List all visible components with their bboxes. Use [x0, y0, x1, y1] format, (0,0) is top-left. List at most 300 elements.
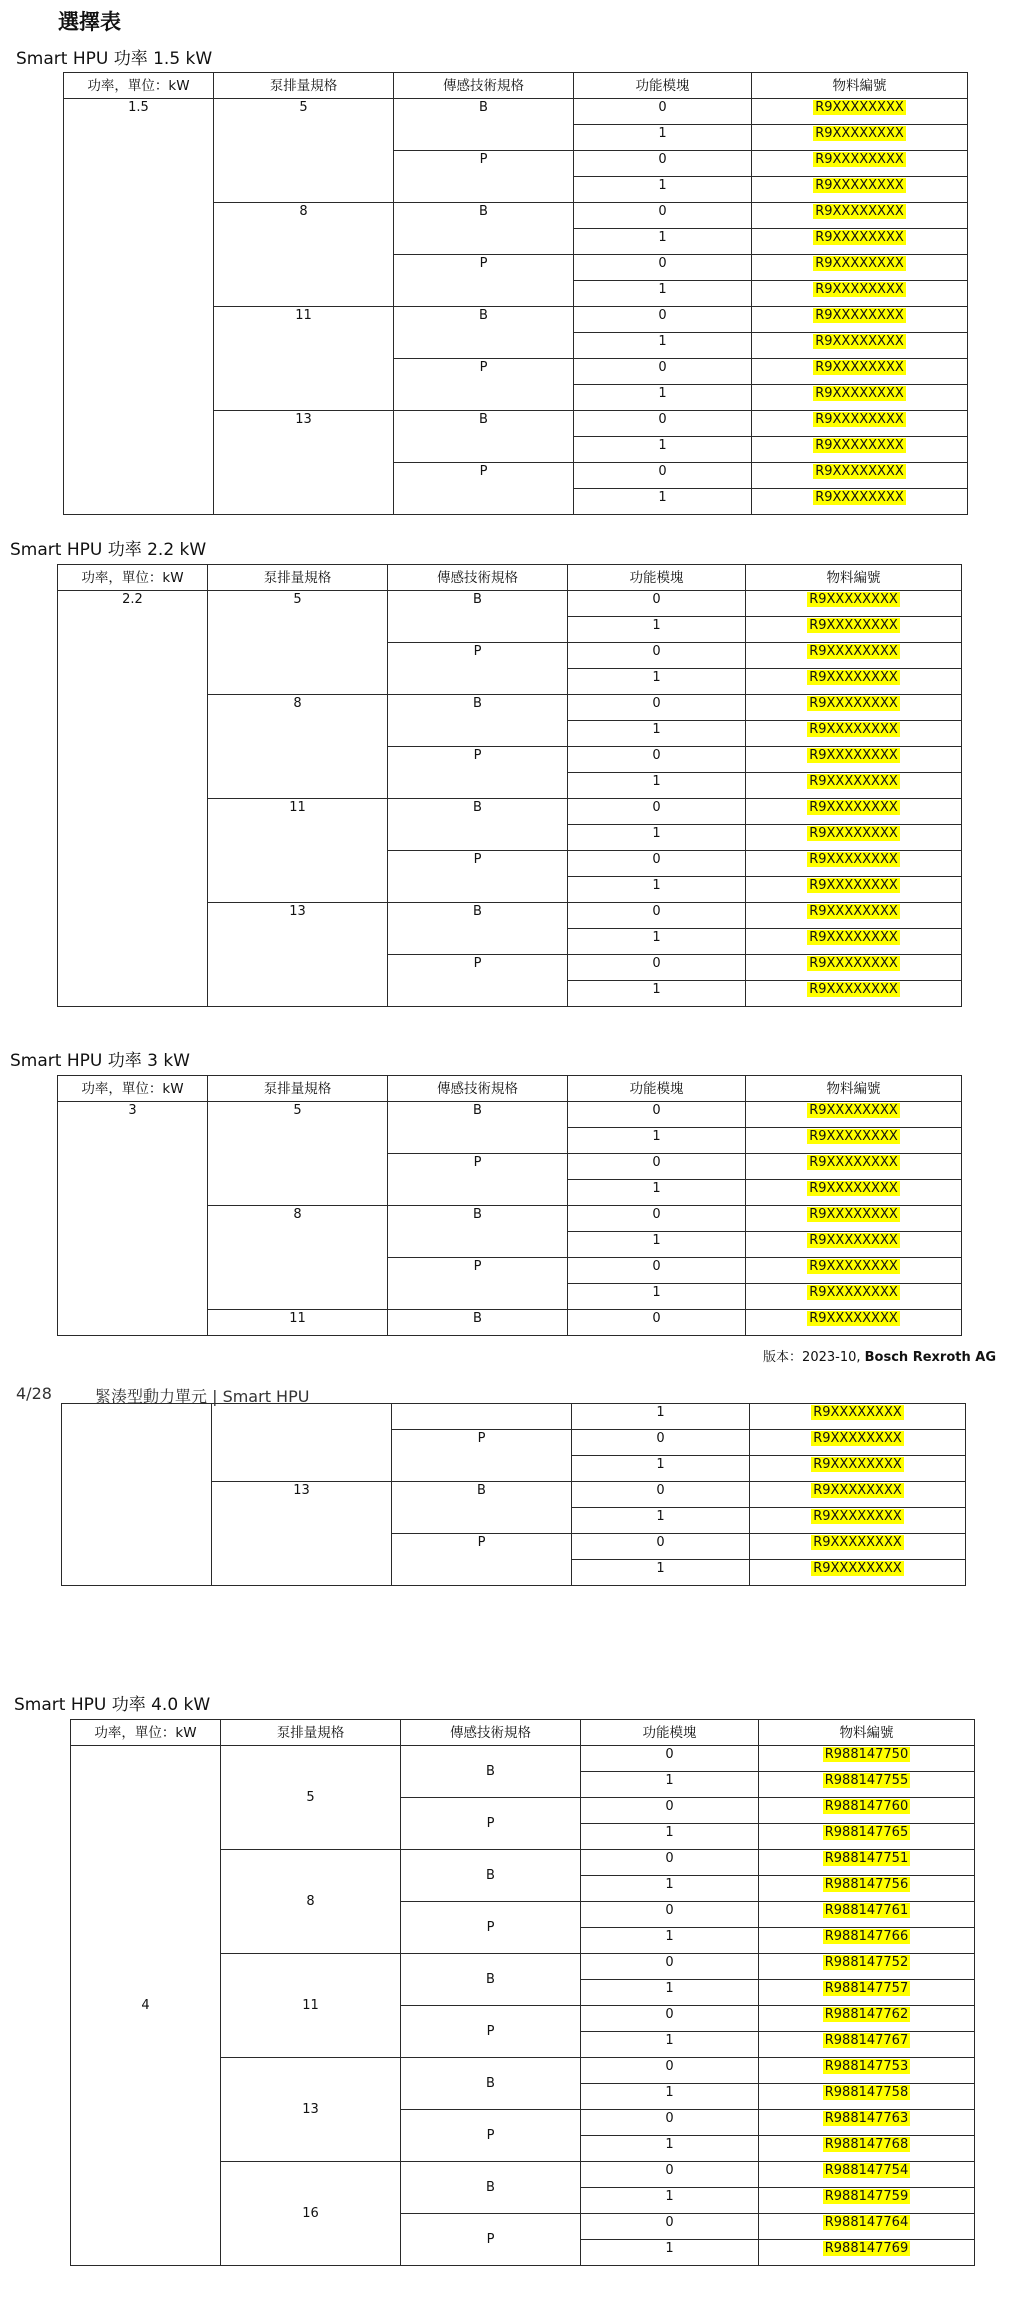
header-sensor: 傳感技術規格 [388, 1076, 568, 1102]
module-cell: 0 [568, 903, 746, 929]
header-row [64, 73, 968, 99]
material-number: R9XXXXXXXX [809, 904, 898, 919]
material-number: R9XXXXXXXX [815, 256, 904, 271]
material-cell [759, 2188, 975, 2214]
material-cell [752, 99, 968, 125]
material-number: R9XXXXXXXX [809, 592, 898, 607]
material-cell [759, 2162, 975, 2188]
selection-table [61, 1403, 966, 1586]
module-cell: 0 [581, 1746, 759, 1772]
selection-table [57, 564, 962, 1007]
module-cell: 0 [568, 591, 746, 617]
material-number: R9XXXXXXXX [815, 204, 904, 219]
pump-cell: 16 [221, 2162, 401, 2266]
material-number: R988147769 [824, 2241, 909, 2256]
material-cell [759, 2058, 975, 2084]
module-cell: 1 [581, 2084, 759, 2110]
material-number: R988147753 [824, 2059, 909, 2074]
sensor-cell: B [401, 1746, 581, 1798]
material-number: R9XXXXXXXX [815, 438, 904, 453]
sensor-cell: P [401, 2110, 581, 2162]
material-number: R9XXXXXXXX [809, 748, 898, 763]
material-cell [752, 333, 968, 359]
module-cell: 1 [568, 981, 746, 1007]
material-cell [759, 2136, 975, 2162]
module-cell: 0 [568, 747, 746, 773]
sensor-cell [392, 1404, 572, 1430]
header-row [58, 1076, 962, 1102]
material-cell [759, 1798, 975, 1824]
material-number: R9XXXXXXXX [813, 1405, 902, 1420]
module-cell: 1 [581, 1876, 759, 1902]
material-number: R988147762 [824, 2007, 909, 2022]
sensor-cell: B [394, 307, 574, 359]
table-row [58, 591, 962, 617]
material-cell [746, 903, 962, 929]
pump-cell: 13 [212, 1482, 392, 1586]
sensor-cell: B [388, 1310, 568, 1336]
sensor-cell: P [401, 1902, 581, 1954]
sensor-cell: P [388, 1258, 568, 1310]
header-sensor: 傳感技術規格 [394, 73, 574, 99]
material-cell [746, 1232, 962, 1258]
module-cell: 1 [568, 773, 746, 799]
module-cell: 0 [574, 255, 752, 281]
sensor-cell: B [388, 1102, 568, 1154]
module-cell: 1 [574, 489, 752, 515]
material-cell [752, 385, 968, 411]
material-number: R988147752 [824, 1955, 909, 1970]
material-cell [752, 125, 968, 151]
module-cell: 1 [568, 1284, 746, 1310]
pump-cell: 5 [214, 99, 394, 203]
power-cell: 2.2 [58, 591, 208, 1007]
pump-cell: 5 [208, 591, 388, 695]
header-sensor: 傳感技術規格 [401, 1720, 581, 1746]
material-cell [759, 2084, 975, 2110]
sensor-cell: P [392, 1430, 572, 1482]
header-material: 物料編號 [746, 1076, 962, 1102]
sensor-cell: P [401, 2214, 581, 2266]
material-cell [759, 2110, 975, 2136]
header-pump: 泵排量規格 [214, 73, 394, 99]
module-cell: 0 [572, 1534, 750, 1560]
material-cell [750, 1508, 966, 1534]
material-cell [746, 695, 962, 721]
module-cell: 1 [568, 825, 746, 851]
material-number: R9XXXXXXXX [809, 1181, 898, 1196]
module-cell: 0 [572, 1430, 750, 1456]
module-cell: 1 [581, 2032, 759, 2058]
material-number: R9XXXXXXXX [813, 1535, 902, 1550]
material-number: R9XXXXXXXX [813, 1561, 902, 1576]
material-number: R9XXXXXXXX [813, 1483, 902, 1498]
module-cell: 0 [581, 1954, 759, 1980]
section-heading: Smart HPU 功率 2.2 kW [10, 540, 207, 560]
module-cell: 1 [568, 929, 746, 955]
module-cell: 1 [581, 1928, 759, 1954]
material-cell [759, 2032, 975, 2058]
material-cell [752, 281, 968, 307]
module-cell: 1 [574, 177, 752, 203]
module-cell: 0 [574, 463, 752, 489]
material-number: R9XXXXXXXX [815, 386, 904, 401]
sensor-cell: P [394, 359, 574, 411]
document-title: 緊湊型動力單元 | Smart HPU [95, 1387, 310, 1406]
section-heading: Smart HPU 功率 1.5 kW [16, 49, 213, 69]
module-cell: 0 [568, 1258, 746, 1284]
sensor-cell: B [401, 2162, 581, 2214]
material-cell [746, 747, 962, 773]
material-cell [746, 877, 962, 903]
header-power: 功率，單位：kW [58, 565, 208, 591]
material-number: R988147765 [824, 1825, 909, 1840]
module-cell: 1 [581, 2240, 759, 2266]
module-cell: 1 [581, 1772, 759, 1798]
material-number: R988147768 [824, 2137, 909, 2152]
sensor-cell: P [388, 747, 568, 799]
header-material: 物料編號 [752, 73, 968, 99]
module-cell: 0 [574, 411, 752, 437]
material-cell [746, 591, 962, 617]
material-number: R9XXXXXXXX [809, 722, 898, 737]
module-cell: 0 [581, 2162, 759, 2188]
power-cell: 1.5 [64, 99, 214, 515]
material-number: R9XXXXXXXX [809, 826, 898, 841]
material-cell [750, 1404, 966, 1430]
module-cell: 1 [568, 1128, 746, 1154]
material-cell [746, 955, 962, 981]
power-cell: 4 [71, 1746, 221, 2266]
material-cell [759, 1902, 975, 1928]
material-number: R9XXXXXXXX [815, 100, 904, 115]
module-cell: 1 [568, 669, 746, 695]
material-cell [746, 1180, 962, 1206]
sensor-cell: P [394, 151, 574, 203]
material-number: R9XXXXXXXX [815, 360, 904, 375]
sensor-cell: P [394, 255, 574, 307]
material-cell [752, 255, 968, 281]
table-row [62, 1404, 966, 1430]
material-number: R988147759 [824, 2189, 909, 2204]
material-cell [752, 307, 968, 333]
module-cell: 1 [574, 385, 752, 411]
module-cell: 1 [568, 617, 746, 643]
page-title: 選擇表 [58, 10, 121, 34]
pump-cell: 13 [221, 2058, 401, 2162]
material-cell [752, 177, 968, 203]
module-cell: 1 [572, 1456, 750, 1482]
sensor-cell: P [388, 1154, 568, 1206]
material-number: R9XXXXXXXX [815, 308, 904, 323]
header-module: 功能模塊 [574, 73, 752, 99]
material-cell [746, 1154, 962, 1180]
material-number: R988147755 [824, 1773, 909, 1788]
material-cell [752, 463, 968, 489]
selection-table [70, 1719, 975, 2266]
module-cell: 0 [581, 2110, 759, 2136]
material-number: R9XXXXXXXX [815, 126, 904, 141]
module-cell: 0 [568, 1310, 746, 1336]
sensor-cell: P [401, 2006, 581, 2058]
material-cell [759, 1954, 975, 1980]
material-number: R9XXXXXXXX [813, 1509, 902, 1524]
module-cell: 0 [568, 1206, 746, 1232]
material-cell [752, 229, 968, 255]
material-number: R9XXXXXXXX [809, 670, 898, 685]
module-cell: 1 [568, 721, 746, 747]
pump-cell [212, 1404, 392, 1482]
module-cell: 0 [581, 2006, 759, 2032]
module-cell: 0 [581, 1902, 759, 1928]
material-number: R988147756 [824, 1877, 909, 1892]
material-cell [746, 617, 962, 643]
material-number: R988147763 [824, 2111, 909, 2126]
material-number: R988147751 [824, 1851, 909, 1866]
module-cell: 1 [581, 1980, 759, 2006]
pump-cell: 8 [221, 1850, 401, 1954]
header-module: 功能模塊 [581, 1720, 759, 1746]
header-sensor: 傳感技術規格 [388, 565, 568, 591]
sensor-cell: B [388, 1206, 568, 1258]
pump-cell: 5 [208, 1102, 388, 1206]
material-number: R988147754 [824, 2163, 909, 2178]
pump-cell: 11 [214, 307, 394, 411]
module-cell: 1 [581, 2188, 759, 2214]
material-cell [759, 1824, 975, 1850]
module-cell: 0 [574, 203, 752, 229]
material-number: R9XXXXXXXX [809, 878, 898, 893]
header-row [58, 565, 962, 591]
material-number: R988147761 [824, 1903, 909, 1918]
material-cell [752, 151, 968, 177]
pump-cell: 8 [214, 203, 394, 307]
material-cell [750, 1534, 966, 1560]
power-cell [62, 1404, 212, 1586]
material-cell [750, 1430, 966, 1456]
module-cell: 1 [574, 333, 752, 359]
module-cell: 0 [572, 1482, 750, 1508]
material-cell [752, 437, 968, 463]
sensor-cell: B [392, 1482, 572, 1534]
material-cell [746, 721, 962, 747]
material-cell [759, 1980, 975, 2006]
material-number: R9XXXXXXXX [809, 852, 898, 867]
material-cell [746, 799, 962, 825]
material-cell [752, 411, 968, 437]
section-heading: Smart HPU 功率 4.0 kW [14, 1695, 211, 1715]
pump-cell: 13 [208, 903, 388, 1007]
material-cell [759, 2214, 975, 2240]
pump-cell: 8 [208, 695, 388, 799]
sensor-cell: B [394, 99, 574, 151]
material-cell [759, 1850, 975, 1876]
material-cell [750, 1456, 966, 1482]
module-cell: 1 [568, 1232, 746, 1258]
material-cell [746, 825, 962, 851]
header-pump: 泵排量規格 [221, 1720, 401, 1746]
pump-cell: 11 [208, 799, 388, 903]
material-number: R9XXXXXXXX [815, 230, 904, 245]
sensor-cell: B [394, 411, 574, 463]
header-module: 功能模塊 [568, 1076, 746, 1102]
material-cell [746, 1258, 962, 1284]
sensor-cell: B [388, 695, 568, 747]
material-cell [752, 203, 968, 229]
header-material: 物料編號 [746, 565, 962, 591]
module-cell: 1 [581, 2136, 759, 2162]
material-number: R9XXXXXXXX [809, 1207, 898, 1222]
header-row [71, 1720, 975, 1746]
material-cell [746, 1102, 962, 1128]
module-cell: 0 [568, 695, 746, 721]
section-heading: Smart HPU 功率 3 kW [10, 1051, 190, 1071]
module-cell: 0 [568, 851, 746, 877]
header-pump: 泵排量規格 [208, 565, 388, 591]
pump-cell: 5 [221, 1746, 401, 1850]
module-cell: 1 [574, 281, 752, 307]
module-cell: 1 [574, 437, 752, 463]
header-power: 功率，單位：kW [58, 1076, 208, 1102]
sensor-cell: P [401, 1798, 581, 1850]
material-cell [752, 489, 968, 515]
material-cell [746, 773, 962, 799]
page-number: 4/28 [16, 1384, 52, 1403]
material-number: R9XXXXXXXX [809, 1285, 898, 1300]
material-number: R988147760 [824, 1799, 909, 1814]
selection-table [57, 1075, 962, 1336]
material-number: R988147767 [824, 2033, 909, 2048]
material-number: R9XXXXXXXX [809, 800, 898, 815]
sensor-cell: B [401, 1954, 581, 2006]
material-number: R9XXXXXXXX [815, 282, 904, 297]
material-number: R9XXXXXXXX [809, 1259, 898, 1274]
header-pump: 泵排量規格 [208, 1076, 388, 1102]
material-cell [746, 1128, 962, 1154]
material-cell [746, 851, 962, 877]
material-number: R988147766 [824, 1929, 909, 1944]
material-cell [759, 1746, 975, 1772]
module-cell: 0 [568, 643, 746, 669]
table-row [58, 1102, 962, 1128]
sensor-cell: P [388, 643, 568, 695]
module-cell: 1 [574, 125, 752, 151]
material-number: R9XXXXXXXX [809, 1129, 898, 1144]
header-material: 物料編號 [759, 1720, 975, 1746]
edition-text: 版本：2023-10, [763, 1350, 861, 1365]
sensor-cell: B [388, 799, 568, 851]
pump-cell: 11 [221, 1954, 401, 2058]
module-cell: 0 [568, 1102, 746, 1128]
module-cell: 0 [568, 1154, 746, 1180]
module-cell: 1 [568, 877, 746, 903]
material-cell [759, 1928, 975, 1954]
material-number: R9XXXXXXXX [809, 956, 898, 971]
material-number: R9XXXXXXXX [815, 412, 904, 427]
material-cell [746, 981, 962, 1007]
sensor-cell: P [388, 955, 568, 1007]
module-cell: 1 [572, 1560, 750, 1586]
module-cell: 0 [574, 359, 752, 385]
power-cell: 3 [58, 1102, 208, 1336]
module-cell: 0 [581, 2214, 759, 2240]
material-number: R9XXXXXXXX [815, 334, 904, 349]
header-power: 功率，單位：kW [71, 1720, 221, 1746]
module-cell: 1 [581, 1824, 759, 1850]
material-cell [759, 1876, 975, 1902]
module-cell: 1 [572, 1508, 750, 1534]
material-number: R9XXXXXXXX [815, 490, 904, 505]
material-number: R9XXXXXXXX [815, 464, 904, 479]
header-power: 功率，單位：kW [64, 73, 214, 99]
module-cell: 1 [568, 1180, 746, 1206]
module-cell: 0 [581, 2058, 759, 2084]
pump-cell: 8 [208, 1206, 388, 1310]
material-cell [746, 1206, 962, 1232]
material-cell [746, 1284, 962, 1310]
sensor-cell: B [388, 591, 568, 643]
module-cell: 0 [581, 1798, 759, 1824]
material-number: R988147750 [824, 1747, 909, 1762]
material-number: R988147758 [824, 2085, 909, 2100]
material-cell [759, 2006, 975, 2032]
material-number: R9XXXXXXXX [809, 1311, 898, 1326]
table-row [64, 99, 968, 125]
material-cell [759, 1772, 975, 1798]
material-number: R9XXXXXXXX [809, 982, 898, 997]
material-number: R9XXXXXXXX [809, 1155, 898, 1170]
footer-edition [763, 1346, 996, 1365]
header-module: 功能模塊 [568, 565, 746, 591]
pump-cell: 13 [214, 411, 394, 515]
material-number: R9XXXXXXXX [815, 178, 904, 193]
sensor-cell: B [388, 903, 568, 955]
material-cell [750, 1560, 966, 1586]
material-number: R9XXXXXXXX [815, 152, 904, 167]
module-cell: 0 [568, 955, 746, 981]
material-number: R9XXXXXXXX [809, 644, 898, 659]
material-number: R9XXXXXXXX [809, 1103, 898, 1118]
material-number: R9XXXXXXXX [809, 696, 898, 711]
material-cell [746, 669, 962, 695]
module-cell: 0 [581, 1850, 759, 1876]
module-cell: 1 [572, 1404, 750, 1430]
material-number: R9XXXXXXXX [813, 1457, 902, 1472]
module-cell: 0 [574, 99, 752, 125]
sensor-cell: P [388, 851, 568, 903]
company-name: Bosch Rexroth AG [864, 1350, 996, 1365]
pump-cell: 11 [208, 1310, 388, 1336]
material-number: R9XXXXXXXX [813, 1431, 902, 1446]
material-number: R9XXXXXXXX [809, 930, 898, 945]
material-cell [759, 2240, 975, 2266]
sensor-cell: B [401, 1850, 581, 1902]
module-cell: 0 [574, 307, 752, 333]
material-number: R9XXXXXXXX [809, 1233, 898, 1248]
material-cell [750, 1482, 966, 1508]
material-cell [752, 359, 968, 385]
material-cell [746, 929, 962, 955]
material-number: R9XXXXXXXX [809, 618, 898, 633]
material-cell [746, 1310, 962, 1336]
sensor-cell: P [392, 1534, 572, 1586]
table-row [71, 1746, 975, 1772]
sensor-cell: P [394, 463, 574, 515]
material-number: R988147764 [824, 2215, 909, 2230]
selection-table [63, 72, 968, 515]
sensor-cell: B [394, 203, 574, 255]
module-cell: 1 [574, 229, 752, 255]
